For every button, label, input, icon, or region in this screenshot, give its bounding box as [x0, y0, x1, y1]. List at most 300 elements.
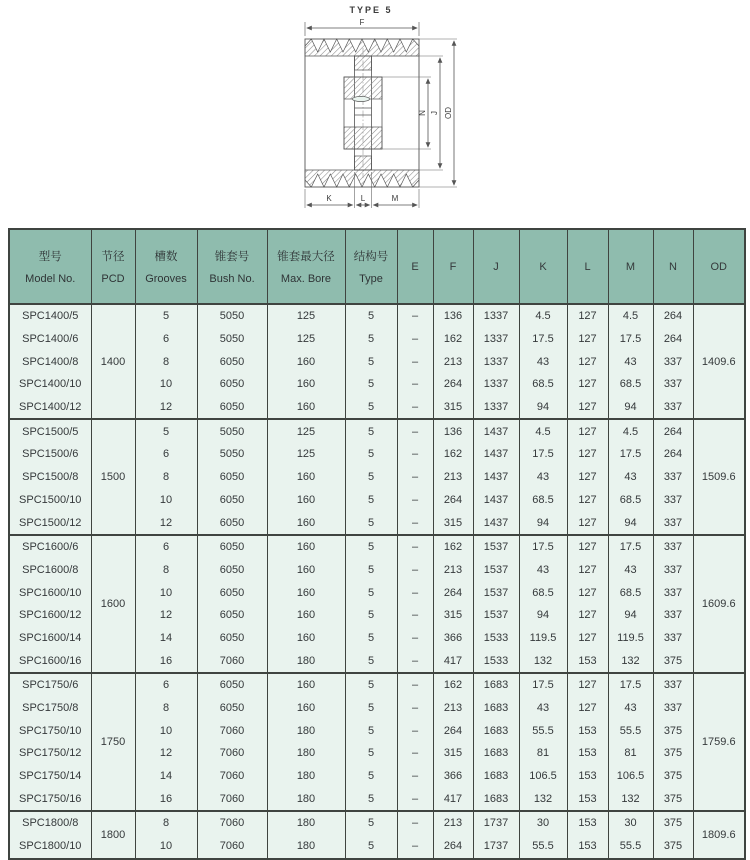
cell-model: SPC1750/8 [9, 697, 91, 720]
cell-model: SPC1750/10 [9, 719, 91, 742]
cell-type: 5 [345, 328, 397, 351]
cell-j: 1533 [473, 649, 519, 673]
cell-max-bore: 180 [267, 742, 345, 765]
cell-l: 153 [567, 787, 608, 811]
cell-model: SPC1400/10 [9, 373, 91, 396]
cell-n: 337 [653, 604, 693, 627]
cell-max-bore: 160 [267, 697, 345, 720]
cell-f: 366 [433, 765, 473, 788]
pulley-section-diagram [283, 2, 473, 226]
cell-model: SPC1400/12 [9, 396, 91, 420]
cell-type: 5 [345, 719, 397, 742]
cell-l: 127 [567, 304, 608, 328]
cell-type: 5 [345, 443, 397, 466]
cell-k: 68.5 [519, 373, 567, 396]
cell-type: 5 [345, 765, 397, 788]
cell-l: 153 [567, 765, 608, 788]
header-grooves [135, 229, 197, 304]
cell-bush-no: 7060 [197, 811, 267, 835]
cell-f: 162 [433, 443, 473, 466]
cell-k: 94 [519, 604, 567, 627]
cell-n: 337 [653, 373, 693, 396]
cell-bush-no: 6050 [197, 581, 267, 604]
header-model-en: Model No. [25, 273, 76, 285]
cell-f: 315 [433, 396, 473, 420]
cell-e: – [397, 765, 433, 788]
cell-l: 127 [567, 535, 608, 559]
table-row [9, 535, 745, 559]
header-f: F [433, 229, 473, 304]
cell-k: 43 [519, 350, 567, 373]
cell-n: 375 [653, 811, 693, 835]
cell-bush-no: 5050 [197, 328, 267, 351]
cell-l: 127 [567, 673, 608, 697]
cell-model: SPC1500/12 [9, 511, 91, 535]
cell-grooves: 10 [135, 373, 197, 396]
cell-l: 127 [567, 466, 608, 489]
cell-l: 127 [567, 511, 608, 535]
cell-model: SPC1400/6 [9, 328, 91, 351]
cell-e: – [397, 419, 433, 443]
cell-f: 213 [433, 697, 473, 720]
cell-max-bore: 160 [267, 627, 345, 650]
cell-bush-no: 7060 [197, 742, 267, 765]
cell-j: 1537 [473, 581, 519, 604]
dim-od-label: OD [444, 107, 453, 119]
cell-type: 5 [345, 419, 397, 443]
header-bush-no [197, 229, 267, 304]
cell-type: 5 [345, 511, 397, 535]
cell-e: – [397, 304, 433, 328]
cell-od: 1609.6 [693, 535, 745, 673]
cell-l: 127 [567, 350, 608, 373]
cell-bush-no: 7060 [197, 765, 267, 788]
cell-f: 213 [433, 811, 473, 835]
cell-j: 1337 [473, 396, 519, 420]
cell-j: 1737 [473, 835, 519, 859]
cell-m: 94 [608, 511, 653, 535]
cell-m: 43 [608, 559, 653, 582]
cell-m: 4.5 [608, 304, 653, 328]
dim-l-label: L [360, 194, 366, 203]
cell-k: 17.5 [519, 535, 567, 559]
cell-n: 264 [653, 304, 693, 328]
cell-model: SPC1500/6 [9, 443, 91, 466]
cell-f: 162 [433, 328, 473, 351]
cell-e: – [397, 697, 433, 720]
cell-l: 153 [567, 811, 608, 835]
cell-grooves: 12 [135, 396, 197, 420]
cell-k: 17.5 [519, 673, 567, 697]
groove-band-top [305, 39, 419, 56]
cell-max-bore: 160 [267, 535, 345, 559]
cell-max-bore: 160 [267, 673, 345, 697]
cell-n: 337 [653, 350, 693, 373]
cell-n: 375 [653, 649, 693, 673]
cell-e: – [397, 328, 433, 351]
cell-max-bore: 160 [267, 559, 345, 582]
cell-grooves: 16 [135, 787, 197, 811]
cell-f: 213 [433, 466, 473, 489]
cell-model: SPC1600/12 [9, 604, 91, 627]
cell-n: 264 [653, 328, 693, 351]
cell-bush-no: 6050 [197, 559, 267, 582]
cell-type: 5 [345, 742, 397, 765]
groove-band-bottom [305, 170, 419, 187]
cell-model: SPC1500/5 [9, 419, 91, 443]
cell-f: 264 [433, 719, 473, 742]
cell-od: 1759.6 [693, 673, 745, 811]
cell-bush-no: 6050 [197, 489, 267, 512]
cell-j: 1437 [473, 419, 519, 443]
header-type-en: Type [359, 273, 383, 285]
cell-n: 375 [653, 787, 693, 811]
cell-m: 43 [608, 466, 653, 489]
cell-j: 1337 [473, 328, 519, 351]
setscrew-hole [353, 96, 370, 101]
cell-n: 264 [653, 419, 693, 443]
header-model [9, 229, 91, 304]
cell-e: – [397, 742, 433, 765]
table-row [9, 673, 745, 697]
cell-k: 132 [519, 787, 567, 811]
cell-type: 5 [345, 559, 397, 582]
cell-max-bore: 125 [267, 419, 345, 443]
header-n: N [653, 229, 693, 304]
cell-f: 315 [433, 511, 473, 535]
cell-grooves: 10 [135, 489, 197, 512]
cell-bush-no: 7060 [197, 719, 267, 742]
cell-grooves: 8 [135, 466, 197, 489]
table-row [9, 419, 745, 443]
cell-m: 132 [608, 649, 653, 673]
cell-max-bore: 160 [267, 466, 345, 489]
cell-pcd: 1500 [91, 419, 135, 534]
cell-f: 264 [433, 489, 473, 512]
cell-type: 5 [345, 581, 397, 604]
cell-grooves: 5 [135, 304, 197, 328]
cell-model: SPC1600/16 [9, 649, 91, 673]
cell-grooves: 10 [135, 719, 197, 742]
cell-max-bore: 160 [267, 511, 345, 535]
cell-model: SPC1400/8 [9, 350, 91, 373]
cell-grooves: 14 [135, 765, 197, 788]
cell-bush-no: 6050 [197, 373, 267, 396]
cell-f: 213 [433, 350, 473, 373]
cell-n: 337 [653, 466, 693, 489]
cell-n: 375 [653, 835, 693, 859]
cell-n: 337 [653, 673, 693, 697]
cell-m: 17.5 [608, 535, 653, 559]
cell-model: SPC1600/14 [9, 627, 91, 650]
header-max-bore [267, 229, 345, 304]
cell-max-bore: 180 [267, 835, 345, 859]
cell-m: 94 [608, 604, 653, 627]
cell-n: 375 [653, 765, 693, 788]
cell-j: 1337 [473, 304, 519, 328]
cell-max-bore: 180 [267, 765, 345, 788]
cell-bush-no: 7060 [197, 787, 267, 811]
cell-n: 264 [653, 443, 693, 466]
cell-n: 337 [653, 511, 693, 535]
dim-j-label: J [430, 111, 439, 115]
dim-k-label: K [326, 194, 332, 203]
table-row [9, 811, 745, 835]
cell-model: SPC1400/5 [9, 304, 91, 328]
cell-m: 17.5 [608, 328, 653, 351]
cell-n: 375 [653, 742, 693, 765]
cell-type: 5 [345, 673, 397, 697]
cell-type: 5 [345, 373, 397, 396]
header-type-zh: 结构号 [353, 251, 389, 263]
cell-f: 417 [433, 787, 473, 811]
cell-l: 127 [567, 373, 608, 396]
cell-max-bore: 160 [267, 489, 345, 512]
cell-l: 153 [567, 719, 608, 742]
cell-j: 1537 [473, 535, 519, 559]
cell-model: SPC1750/6 [9, 673, 91, 697]
cell-m: 132 [608, 787, 653, 811]
cell-type: 5 [345, 697, 397, 720]
cell-type: 5 [345, 787, 397, 811]
cell-bush-no: 6050 [197, 697, 267, 720]
cell-e: – [397, 673, 433, 697]
cell-k: 68.5 [519, 581, 567, 604]
cell-e: – [397, 443, 433, 466]
cell-m: 68.5 [608, 373, 653, 396]
cell-type: 5 [345, 350, 397, 373]
cell-bush-no: 6050 [197, 673, 267, 697]
cell-m: 81 [608, 742, 653, 765]
cell-bush-no: 6050 [197, 350, 267, 373]
cell-bush-no: 5050 [197, 304, 267, 328]
cell-bush-no: 6050 [197, 535, 267, 559]
cell-f: 315 [433, 604, 473, 627]
cell-e: – [397, 787, 433, 811]
cell-e: – [397, 581, 433, 604]
cell-max-bore: 180 [267, 787, 345, 811]
cell-k: 68.5 [519, 489, 567, 512]
cell-max-bore: 180 [267, 811, 345, 835]
cell-k: 17.5 [519, 328, 567, 351]
cell-j: 1537 [473, 604, 519, 627]
cell-m: 55.5 [608, 835, 653, 859]
header-bush-zh: 锥套号 [214, 251, 250, 263]
cell-bush-no: 6050 [197, 466, 267, 489]
header-pcd [91, 229, 135, 304]
cell-e: – [397, 649, 433, 673]
dim-m-label: M [391, 194, 399, 203]
cell-grooves: 16 [135, 649, 197, 673]
cell-j: 1437 [473, 489, 519, 512]
cell-m: 43 [608, 697, 653, 720]
cell-k: 43 [519, 559, 567, 582]
cell-m: 68.5 [608, 581, 653, 604]
cell-j: 1683 [473, 697, 519, 720]
cell-k: 4.5 [519, 304, 567, 328]
header-j: J [473, 229, 519, 304]
dim-n-label: N [418, 110, 427, 116]
cell-l: 153 [567, 742, 608, 765]
header-e: E [397, 229, 433, 304]
cell-m: 68.5 [608, 489, 653, 512]
cell-bush-no: 7060 [197, 649, 267, 673]
cell-max-bore: 125 [267, 443, 345, 466]
header-od: OD [693, 229, 745, 304]
cell-f: 213 [433, 559, 473, 582]
cell-j: 1337 [473, 350, 519, 373]
cell-n: 337 [653, 396, 693, 420]
table-row [9, 304, 745, 328]
cell-f: 417 [433, 649, 473, 673]
cell-grooves: 8 [135, 350, 197, 373]
cell-e: – [397, 535, 433, 559]
header-model-zh: 型号 [38, 251, 62, 263]
cell-j: 1683 [473, 787, 519, 811]
cell-j: 1337 [473, 373, 519, 396]
cell-pcd: 1750 [91, 673, 135, 811]
cell-n: 337 [653, 559, 693, 582]
cell-bush-no: 6050 [197, 511, 267, 535]
cell-grooves: 8 [135, 559, 197, 582]
cell-max-bore: 180 [267, 649, 345, 673]
cell-type: 5 [345, 535, 397, 559]
cell-od: 1809.6 [693, 811, 745, 858]
cell-type: 5 [345, 396, 397, 420]
cell-k: 43 [519, 697, 567, 720]
cell-max-bore: 160 [267, 373, 345, 396]
cell-n: 337 [653, 535, 693, 559]
cell-model: SPC1750/14 [9, 765, 91, 788]
cell-type: 5 [345, 604, 397, 627]
diagram-title: TYPE 5 [349, 5, 393, 15]
cell-k: 55.5 [519, 719, 567, 742]
cell-e: – [397, 396, 433, 420]
cell-model: SPC1800/10 [9, 835, 91, 859]
cell-grooves: 10 [135, 581, 197, 604]
cell-grooves: 14 [135, 627, 197, 650]
cell-max-bore: 160 [267, 350, 345, 373]
header-grooves-en: Grooves [145, 273, 187, 285]
cell-bush-no: 5050 [197, 419, 267, 443]
cell-grooves: 6 [135, 673, 197, 697]
cell-j: 1437 [473, 466, 519, 489]
cell-k: 30 [519, 811, 567, 835]
cell-k: 17.5 [519, 443, 567, 466]
header-pcd-en: PCD [101, 273, 125, 285]
cell-l: 127 [567, 489, 608, 512]
cell-k: 55.5 [519, 835, 567, 859]
cell-n: 337 [653, 697, 693, 720]
cell-f: 264 [433, 581, 473, 604]
cell-k: 81 [519, 742, 567, 765]
header-bore-en: Max. Bore [280, 273, 332, 285]
cell-bush-no: 5050 [197, 443, 267, 466]
cell-e: – [397, 350, 433, 373]
cell-pcd: 1600 [91, 535, 135, 673]
header-pcd-zh: 节径 [101, 251, 125, 263]
cell-m: 17.5 [608, 443, 653, 466]
cell-bush-no: 7060 [197, 835, 267, 859]
pulley-drawing [283, 2, 473, 226]
cell-grooves: 6 [135, 535, 197, 559]
cell-grooves: 8 [135, 811, 197, 835]
header-grooves-zh: 槽数 [154, 251, 178, 263]
cell-l: 153 [567, 835, 608, 859]
cell-e: – [397, 811, 433, 835]
cell-model: SPC1600/8 [9, 559, 91, 582]
table-header [9, 229, 745, 304]
cell-max-bore: 160 [267, 396, 345, 420]
cell-type: 5 [345, 835, 397, 859]
cell-j: 1437 [473, 443, 519, 466]
cell-grooves: 6 [135, 328, 197, 351]
cell-e: – [397, 627, 433, 650]
cell-bush-no: 6050 [197, 627, 267, 650]
cell-grooves: 8 [135, 697, 197, 720]
cell-model: SPC1750/12 [9, 742, 91, 765]
cell-type: 5 [345, 489, 397, 512]
cell-type: 5 [345, 811, 397, 835]
cell-grooves: 5 [135, 419, 197, 443]
cell-e: – [397, 489, 433, 512]
header-m: M [608, 229, 653, 304]
cell-e: – [397, 719, 433, 742]
cell-l: 153 [567, 649, 608, 673]
cell-f: 264 [433, 373, 473, 396]
cell-e: – [397, 559, 433, 582]
cell-type: 5 [345, 627, 397, 650]
cell-l: 127 [567, 419, 608, 443]
cell-type: 5 [345, 466, 397, 489]
header-type [345, 229, 397, 304]
cell-l: 127 [567, 559, 608, 582]
header-bore-zh: 锥套最大径 [277, 251, 335, 263]
cell-f: 162 [433, 673, 473, 697]
cell-max-bore: 125 [267, 328, 345, 351]
cell-f: 162 [433, 535, 473, 559]
cell-f: 366 [433, 627, 473, 650]
cell-max-bore: 160 [267, 604, 345, 627]
cell-j: 1683 [473, 765, 519, 788]
cell-f: 136 [433, 304, 473, 328]
cell-j: 1533 [473, 627, 519, 650]
cell-j: 1537 [473, 559, 519, 582]
cell-l: 127 [567, 604, 608, 627]
cell-m: 17.5 [608, 673, 653, 697]
cell-type: 5 [345, 304, 397, 328]
cell-grooves: 12 [135, 742, 197, 765]
cell-k: 94 [519, 511, 567, 535]
cell-m: 119.5 [608, 627, 653, 650]
cell-pcd: 1800 [91, 811, 135, 858]
dim-f-label: F [359, 18, 365, 27]
cell-m: 30 [608, 811, 653, 835]
cell-model: SPC1500/10 [9, 489, 91, 512]
cell-e: – [397, 604, 433, 627]
cell-grooves: 12 [135, 604, 197, 627]
cell-j: 1737 [473, 811, 519, 835]
cell-grooves: 6 [135, 443, 197, 466]
cell-j: 1683 [473, 673, 519, 697]
table-body [9, 304, 745, 859]
cell-n: 337 [653, 581, 693, 604]
header-k: K [519, 229, 567, 304]
cell-k: 132 [519, 649, 567, 673]
cell-m: 55.5 [608, 719, 653, 742]
cell-pcd: 1400 [91, 304, 135, 419]
cell-max-bore: 125 [267, 304, 345, 328]
